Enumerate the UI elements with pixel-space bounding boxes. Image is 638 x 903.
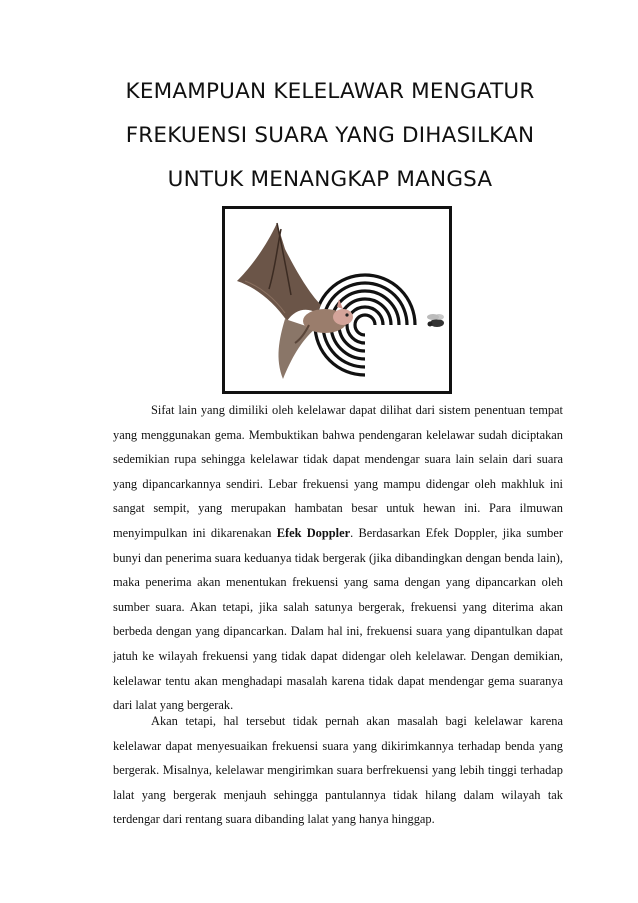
title-line-2: FREKUENSI SUARA YANG DIHASILKAN: [125, 123, 535, 148]
bat-echolocation-figure: [222, 206, 452, 394]
title-line-1: KEMAMPUAN KELELAWAR MENGATUR: [125, 79, 535, 104]
document-title: [60, 70, 600, 202]
bat-echolocation-illustration: [225, 209, 449, 391]
paragraph-1-text-a: Sifat lain yang dimiliki oleh kelelawar dapat dilihat dari sistem penentuan tempat yang menggunakan gema. Membuktikan bahwa pendengaran kelelawar sudah diciptakan sedemikian rupa sehingga kelelawar tidak dapat mendengar suara lain selain dari suara yang dipancarkannya sendiri. Lebar frekuensi yang mampu didengar oleh makhluk ini sangat sempit, yang merupakan hambatan besar untuk hewan ini. Para ilmuwan menyimpulkan ini dikarenakan: [113, 403, 563, 540]
efek-doppler-term: Efek Doppler: [276, 525, 351, 540]
paragraph-1: [113, 398, 563, 718]
paragraph-2: [113, 709, 563, 832]
paragraph-2-text: Akan tetapi, hal tersebut tidak pernah akan masalah bagi kelelawar karena kelelawar dapat menyesuaikan frekuensi suara yang dikirimkannya terhadap benda yang bergerak. Misalnya, kelelawar mengirimkan suara berfrekuensi yang lebih tinggi terhadap lalat yang bergerak menjauh sehingga pantulannya tidak hilang dalam wilayah tak terdengar dari rentang suara dibanding lalat yang hanya hinggap.: [113, 714, 563, 827]
fly-icon: [427, 314, 444, 327]
paragraph-1-text-b: . Berdasarkan Efek Doppler, jika sumber bunyi dan penerima suara keduanya tidak bergerak (jika dibandingkan dengan benda lain), maka penerima akan menentukan frekuensi yang sama dengan yang dipancarkan oleh sumber suara. Akan tetapi, jika salah satunya bergerak, frekuensi yang diterima akan berbeda dengan yang dipancarkan. Dalam hal ini, frekuensi suara yang dipantulkan dapat jatuh ke wilayah frekuensi yang tidak dapat didengar oleh kelelawar. Dengan demikian, kelelawar tentu akan menghadapi masalah karena tidak dapat mendengar gema suaranya dari lalat yang bergerak.: [113, 525, 563, 713]
title-line-3: UNTUK MENANGKAP MANGSA: [167, 167, 493, 192]
